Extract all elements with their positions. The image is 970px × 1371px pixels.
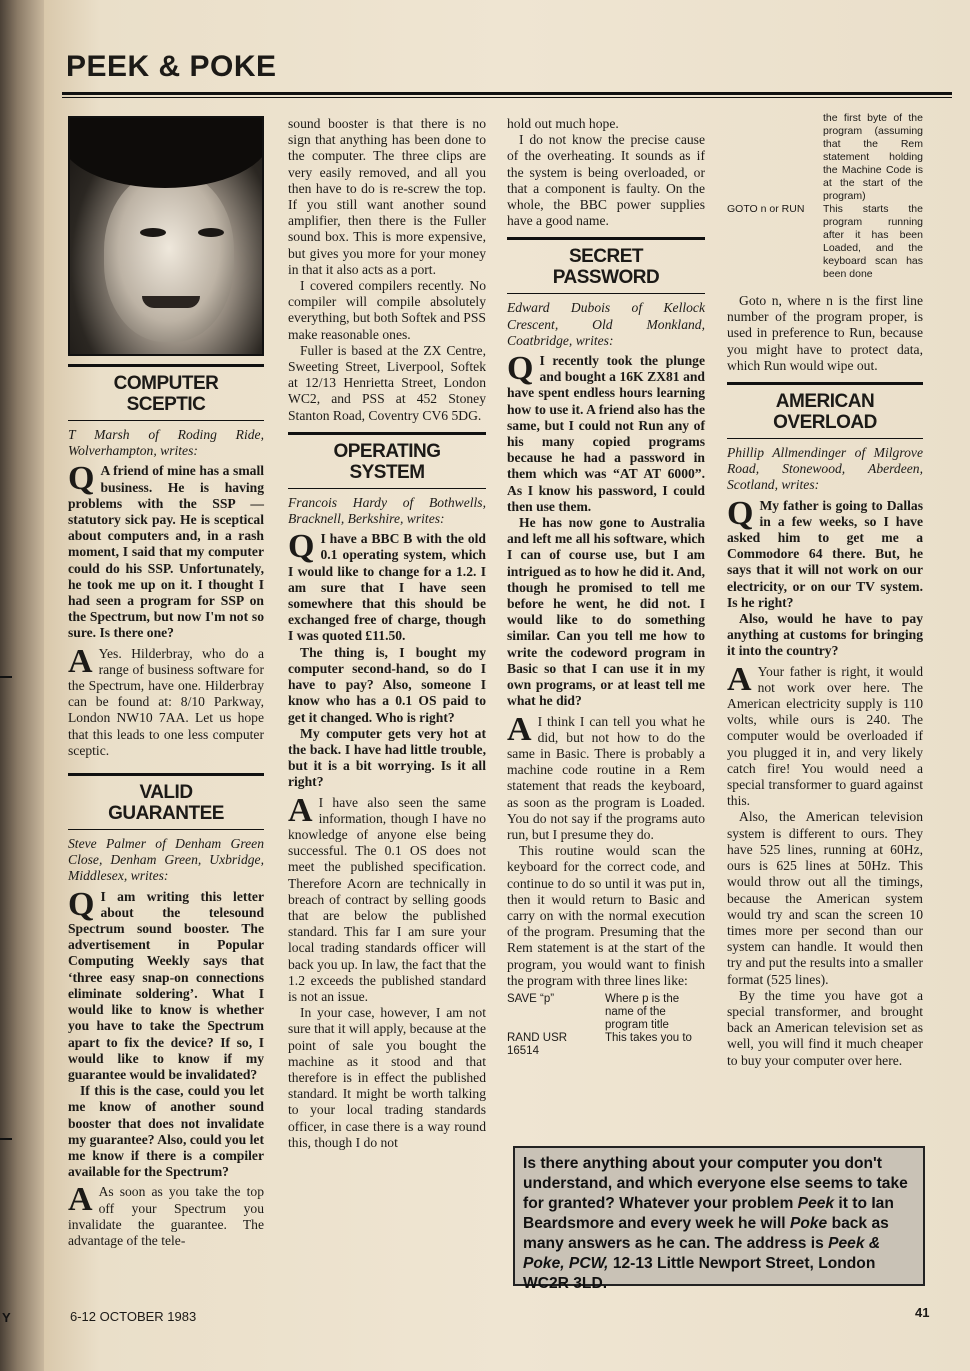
photo-face <box>104 172 234 342</box>
valid-guarantee-question: Q I am writing this letter about the telesound Spectrum sound booster. The advertisement in Popular Computing Weekly says that ‘three easy snap-on connections eliminate soldering’. What I would like to know is whether you have to take the Spectrum apart to fix the device? If so, I would like to know if my guarantee would be invalidated? <box>68 885 264 1082</box>
code-listing <box>507 993 705 1058</box>
page-title: PEEK & POKE <box>66 50 277 83</box>
operating-system-answer-3: hold out much hope. <box>507 116 619 131</box>
code-line-desc: This starts the program running after it has been Loaded, and the keyboard scan has been done <box>823 203 923 280</box>
american-overload-heading: AMERICAN OVERLOAD <box>727 382 923 439</box>
column-2 <box>288 116 486 1151</box>
computer-sceptic-byline: T Marsh of Roding Ride, Wolverhampton, writes: <box>68 427 264 459</box>
code-desc-cont: the first byte of the program (assuming that the Rem statement holding the Machine Code is at the start of the program) <box>823 112 923 202</box>
photo-eye <box>140 228 166 237</box>
valid-guarantee-answer-cont: sound booster is that there is no sign that anything has been done to the computer. The three clips are very easily removed, and all you then have to do is re-screw the top. If you still want another sound amplifier, then there is the Fuller sound box. This is more expensive, but gives you more for your money in that it also acts as a port. <box>288 116 486 277</box>
photo-hair <box>68 116 264 188</box>
computer-sceptic-heading: COMPUTER SCEPTIC <box>68 364 264 421</box>
secret-password-answer-3: Goto n, where n is the first line number of the program proper, is used in preference to Run, because you might have to protect data, which Run would wipe out. <box>727 293 923 373</box>
valid-guarantee-heading: VALID GUARANTEE <box>68 773 264 830</box>
contact-info-box: Is there anything about your computer you don't understand, and which everyone else seems to take for granted? Whatever your problem Peek it to Ian Beardsmore and every week he will Poke back as many answers as he can. The address is Peek & Poke, PCW, 12-13 Little Newport Street, London WC2R 3LD. <box>513 1146 925 1286</box>
operating-system-answer-2: In your case, however, I am not sure that it will apply, because at the point of sale you bought the machine as it stood and that therefore is in effect the published standard. It might be worth talking to your local trading standards officer, in case there is a way round this, though I do not <box>288 1005 486 1150</box>
secret-password-answer: A I think I can tell you what he did, but not how to do the same in Basic. There is probably a machine code routine in a Rem statement that reads the keyboard, as soon as the program is Loaded. You do not say if the programs auto run, but I presume they do. <box>507 710 705 842</box>
valid-guarantee-answer-3: I covered compilers recently. No compiler will compile absolutely everything, but both Softek and PSS make reasonable ones. <box>288 278 486 342</box>
column-4 <box>727 112 923 1069</box>
american-overload-byline: Phillip Allmendinger of Milgrove Road, Stonewood, Aberdeen, Scotland, writes: <box>727 445 923 493</box>
code-line-goto <box>727 203 923 281</box>
operating-system-heading: OPERATING SYSTEM <box>288 432 486 489</box>
secret-password-question: Q I recently took the plunge and bought a 16K ZX81 and have spent endless hours learning how to use it. A friend also has the same, but I could not Run any of his many copied programs because he had a password in them which was “AT AT 6000”. As I know his password, I could then use them. <box>507 350 705 514</box>
secret-password-heading: SECRET PASSWORD <box>507 237 705 294</box>
magazine-page <box>44 0 970 1371</box>
operating-system-answer: A I have also seen the same information, though I have no knowledge of anyone else being successful. The 0.1 OS does not meet the published specification. Therefore Acorn are technically in breach of contract by selling goods that are below the published standard. This far I am sure your local trading standards officer will back you up. In law, the fact that the 1.2 exceeds the published standard is not an issue. <box>288 791 486 1004</box>
photo-eye <box>198 228 224 237</box>
operating-system-question: Q I have a BBC B with the old 0.1 operating system, which I would like to change for a 1.2. I am sure that I have seen somewhere that this should be exchanged free of charge, though I was quoted £11.50. <box>288 528 486 644</box>
american-overload-answer: A Your father is right, it would not work over here. The American electricity supply is 110 volts, while ours is 240. The computer would be overloaded if you plugged it in, and very likely catch fire! You would need a special transformer to guard against this. <box>727 660 923 809</box>
gutter-mark <box>0 676 12 678</box>
american-overload-question: Q My father is going to Dallas in a few weeks, so I have asked him to get me a Commodore 64 there. But, he says that it will not work on our electricity, or on our TV system. Is he right? <box>727 494 923 610</box>
american-overload-question-2: Also, would he have to pay anything at customs for bringing it into the country? <box>727 611 923 659</box>
valid-guarantee-answer-4: Fuller is based at the ZX Centre, Sweeting Street, Liverpool, Softek at 12/13 Henrietta Street, London WC2, and PSS at 452 Stoney Stanton Road, Coventry CV6 5DG. <box>288 342 486 423</box>
code-line-cmd: GOTO n or RUN <box>727 203 805 215</box>
code-line-desc: This takes you to <box>605 1031 692 1044</box>
operating-system-byline: Francois Hardy of Bothwells, Bracknell, Berkshire, writes: <box>288 494 486 527</box>
code-line-cmd: SAVE “p” <box>507 992 555 1005</box>
code-listing-cont <box>727 112 923 281</box>
american-overload-answer-2: Also, the American television system is different to ours. They have 525 lines, running at 60Hz, ours is 625 lines at 50Hz. This would throw out all the timings, because the American system would try and scan the screen 10 times more per second than our system can handle. It would then try and put the results into a smaller format (525 lines). <box>727 809 923 987</box>
secret-password-question-2: He has now gone to Australia and left me all his software, which I can of course use, but I am intrigued as to how he did it. And, though he promised to tell me before he went, he did not. I would like to do something similar. Can you tell me how to write the codeword program in Basic so that I can use it in my own programs, or at least tell me what he did? <box>507 515 705 709</box>
valid-guarantee-byline: Steve Palmer of Denham Green Close, Denham Green, Uxbridge, Middlesex, writes: <box>68 836 264 884</box>
operating-system-question-3: My computer gets very hot at the back. I have had little trouble, but it is a bit worrying. Is it all right? <box>288 725 486 790</box>
computer-sceptic-question: Q A friend of mine has a small business. He is having problems with the SSP — statutory sick pay. He is sceptical about computers and, in a rash moment, I said that my computer could do his SSP. Unfortunately, he took me up on it. I thought I had seen a program for SSP on the Spectrum, but now I'm not so sure. Is there one? <box>68 460 264 641</box>
valid-guarantee-question-2: If this is the case, could you let me know of another sound booster that does not invalidate my guarantee? Also, could you let me know if there is a compiler available for the Spectrum? <box>68 1083 264 1180</box>
code-line-cmd: RAND USR 16514 <box>507 1031 568 1057</box>
operating-system-answer-4: I do not know the precise cause of the overheating. It sounds as if the system is being overloaded, or that a component is faulty. On the whole, the BBC power supplies have a good name. <box>507 132 705 229</box>
margin-letter: Y <box>2 1310 11 1325</box>
author-photo <box>68 116 264 356</box>
binding-gutter <box>0 0 44 1371</box>
operating-system-question-2: The thing is, I bought my computer second-hand, so do I have to pay? Also, someone I know who has a 0.1 OS paid to get it changed. Who is right? <box>288 644 486 725</box>
column-1 <box>68 116 264 1249</box>
photo-mouth <box>142 296 200 308</box>
american-overload-answer-3: By the time you have got a special transformer, and brought back an American television set as well, you will find it much cheaper to buy your computer over here. <box>727 987 923 1068</box>
title-rule <box>62 92 952 95</box>
valid-guarantee-answer: A As soon as you take the top off your Spectrum you invalidate the guarantee. The advantage of the tele- <box>68 1181 264 1248</box>
computer-sceptic-answer: A Yes. Hilderbray, who do a range of business software for the Spectrum, have one. Hilderbray can be found at: 8/10 Parkway, London NW10 7AA. Let us hope that this leads to one less computer sceptic. <box>68 642 264 758</box>
title-rule-thin <box>62 97 952 98</box>
issue-date: 6-12 OCTOBER 1983 <box>70 1309 197 1324</box>
page-number: 41 <box>915 1305 930 1320</box>
gutter-mark <box>0 1138 12 1140</box>
secret-password-answer-2: This routine would scan the keyboard for the correct code, and continue to do so until it was put in, then it would return to Basic and carry on with the normal execution of the program. Presuming that the Rem statement is at the start of the program, you would want to finish the program with three lines like: <box>507 843 705 988</box>
code-line-desc: Where p is the name of the program title <box>605 992 680 1031</box>
column-3 <box>507 116 705 1062</box>
secret-password-byline: Edward Dubois of Kellock Crescent, Old Monkland, Coatbridge, writes: <box>507 300 705 348</box>
